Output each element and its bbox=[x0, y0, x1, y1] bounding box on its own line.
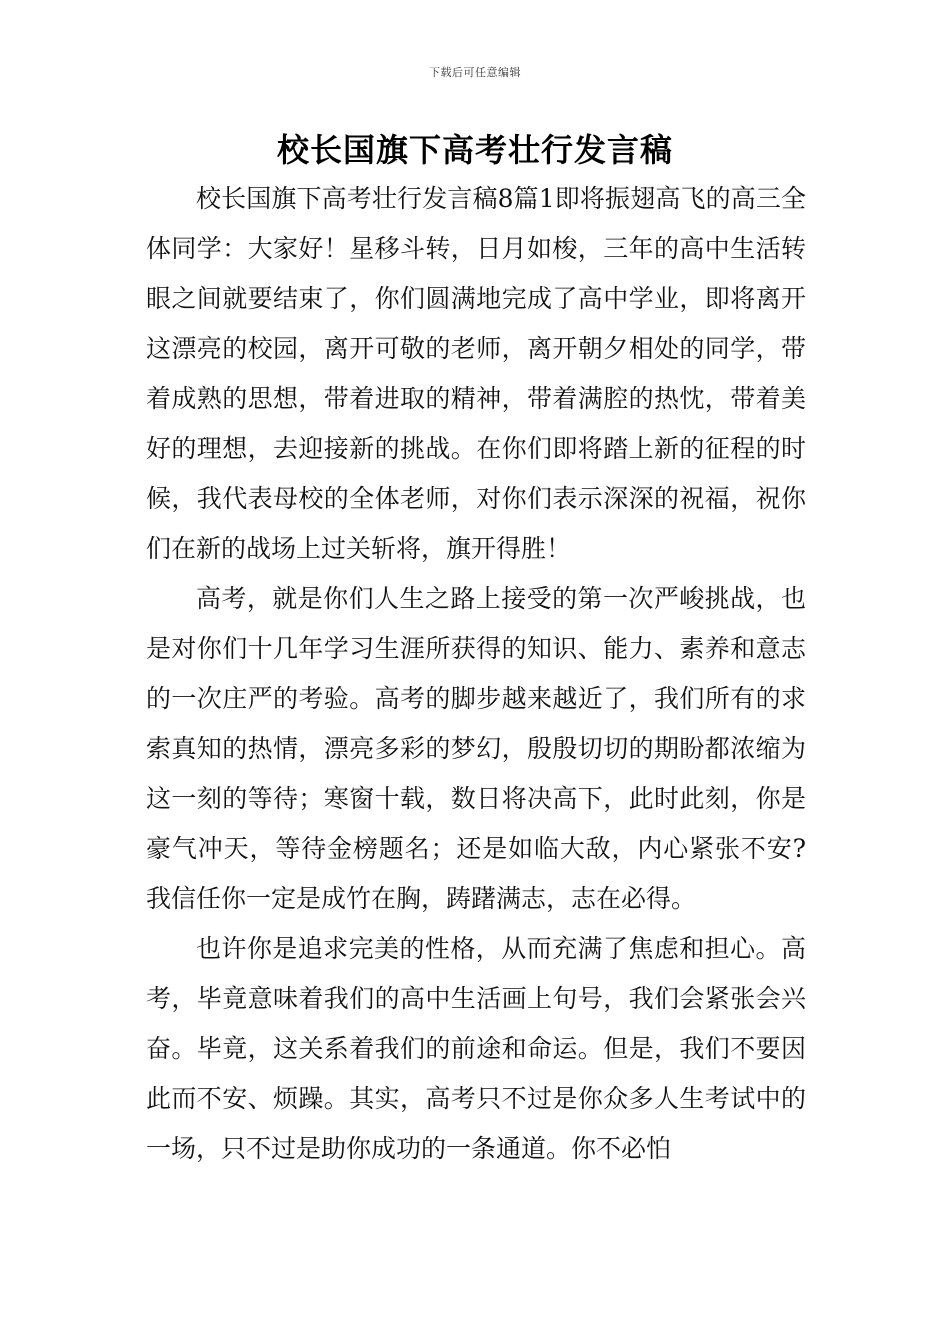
paragraph-2: 高考，就是你们人生之路上接受的第一次严峻挑战，也是对你们十几年学习生涯所获得的知识、能力、素养和意志的一次庄严的考验。高考的脚步越来越近了，我们所有的求索真知的热情，漂亮多彩的梦幻，殷殷切切的期盼都浓缩为这一刻的等待；寒窗十载，数日将决高下，此时此刻，你是豪气冲天，等待金榜题名；还是如临大敌，内心紧张不安?我信任你一定是成竹在胸，踌躇满志，志在必得。 bbox=[146, 584, 806, 913]
document-body bbox=[146, 174, 806, 1174]
document-title: 校长国旗下高考壮行发言稿 bbox=[276, 131, 673, 169]
header-note: 下载后可任意编辑 bbox=[429, 66, 521, 79]
paragraph-1: 校长国旗下高考壮行发言稿8篇1即将振翅高飞的高三全体同学：大家好！星移斗转，日月如梭，三年的高中生活转眼之间就要结束了，你们圆满地完成了高中学业，即将离开这漂亮的校园，离开可敬的老师，离开朝夕相处的同学，带着成熟的思想，带着进取的精神，带着满腔的热忱，带着美好的理想，去迎接新的挑战。在你们即将踏上新的征程的时候，我代表母校的全体老师，对你们表示深深的祝福，祝你们在新的战场上过关斩将，旗开得胜！ bbox=[146, 184, 806, 563]
paragraph-3: 也许你是追求完美的性格，从而充满了焦虑和担心。高考，毕竟意味着我们的高中生活画上句号，我们会紧张会兴奋。毕竟，这关系着我们的前途和命运。但是，我们不要因此而不安、烦躁。其实，高考只不过是你众多人生考试中的一场，只不过是助你成功的一条通道。你不必怕 bbox=[146, 934, 806, 1163]
